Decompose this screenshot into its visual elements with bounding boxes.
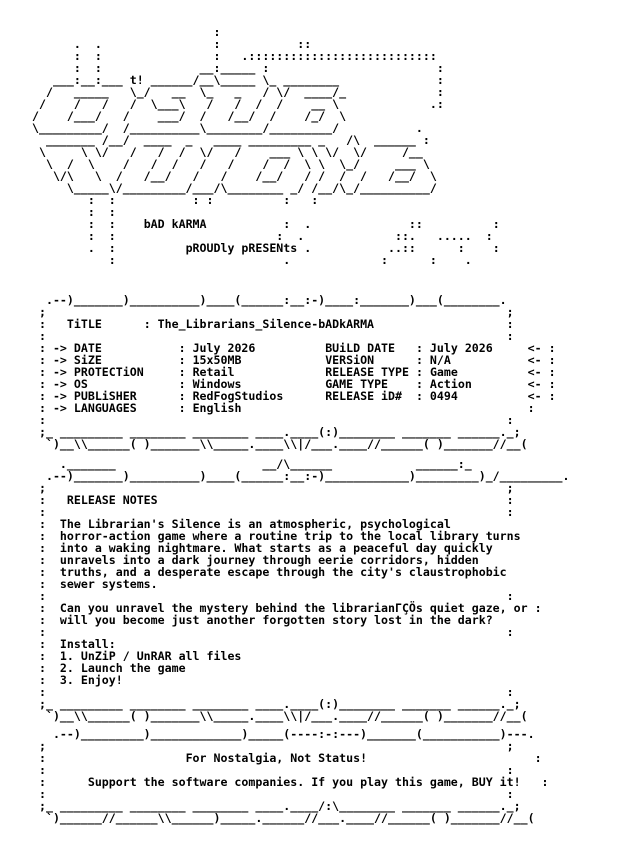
info-value: Retail (192, 365, 235, 379)
notes-line: unravels into a dark journey through eerie corridors, hidden (59, 553, 479, 567)
notes-line: The Librarian's Silence is an atmospheric, psychological (59, 517, 451, 531)
info-value: 0494 (429, 389, 458, 403)
info-label: LANGUAGES (73, 401, 137, 415)
install-step: 3. Enjoy! (59, 673, 123, 687)
info-value: RedFogStudios (192, 389, 284, 403)
notes-line: will you become just another forgotten story lost in the dark? (59, 613, 493, 627)
notes-line: horror-action game where a routine trip to the local library turns (59, 529, 521, 543)
info-value: English (192, 401, 242, 415)
info-label: DATE (73, 341, 102, 355)
info-value: 15x50MB (192, 353, 242, 367)
info-label: RELEASE iD# (325, 389, 402, 403)
info-value: N/A (429, 353, 451, 367)
footer-support: Support the software companies. If you play this game, BUY it! (87, 775, 521, 789)
footer-box: .--)_________)_____________)_____(----:-:---)_______(___________)---. ; ; : For Nostalgia, Not Status! : : : : Support the software companies. If you play this game, BUY it! : : : ;_ _________ ________ ________ ____.____/:\________ _______ ______._; `)______//______\\______)_____.______//___.____//______( )_______//__( (32, 727, 549, 825)
release-info-box: .--)_______)__________)____(______:__:-)____:_______)___(________. ; ; : TiTLE : The_Librarians_Silence-bADkARMA : : : : -> DATE : July 2026 BUiLD DATE : July 2026 <- : : -> SiZE : 15x50MB VERSiON : N/A <- : : -> PROTECTiON : Retail RELEASE TYPE : Game <- : : -> OS : Windows GAME TYPE : Action <- : : -> PUBLiSHER : RedFogStudios RELEASE iD# : 0494 <- : : -> LANGUAGES : English : : : ;_ _________ ________ ________ ____.____(:)________ _______ ______._; `)__\\______( )_______\\_____.____\\|/___.____//______( )_______//__( (32, 293, 556, 451)
info-label: RELEASE TYPE (325, 365, 409, 379)
info-label: PUBLiSHER (73, 389, 137, 403)
install-step: 1. UnZiP / UnRAR all files (59, 649, 242, 663)
info-label: SiZE (73, 353, 102, 367)
info-label: VERSiON (325, 353, 375, 367)
ascii-logo: : . . : :: : : : .::::::::::::::::::::::::::: : : __:_____ : : ___:__:___ t! ______/__\_____ \_ ________ : / _____ \_/ __ \_ _ / \/ ____/_ : / / / / \___\ / / / / __ \ .: / /___/ / ___/ / /__/ / /_/ \ \_________/ /__________\________/_________/ . _______ /__/ ____ _ ____ _________ _ /\ ______ : \ \ \/ / / / \/ / ___ \ \ \/ \/ /__ \ / \ / / / / / / / \ \ \_/ ___ \ \/\ \ / /__/ / / /__/ / / / / /__/ \ \_____\/_________/___/\________ _/ /__/\_/__________/ : : : : : : : : : : bAD kARMA : . :: : : : : . ::. ..... : . : pROUDly pRESENts . ..:: : : : . : : . (32, 25, 500, 267)
info-label: PROTECTiON (73, 365, 144, 379)
info-value: July 2026 (192, 341, 256, 355)
release-notes-box: ._______ __/\______ ______:_ .--)_______)__________)____(______:__:-)____________)_________)_/_________. ; ; : RELEASE NOTES : : : : The Librarian's Silence is an atmospheric, psychological : horror-action game where a routine trip to the local library turns : into a waking nightmare. What starts as a peaceful day quickly : unravels into a dark journey through eerie corridors, hidden : truths, and a desperate escape through the city's claustrophobic : sewer systems. : : : Can you unravel the mystery behind the librarianΓÇÖs quiet gaze, or : : will you become just another forgotten story lost in the dark? : : : Install: : 1. UnZiP / UnRAR all files : 2. Launch the game : 3. Enjoy! : : ;_ _________ ________ ________ ____.____(:)________ _______ ______._; `)__\\______( )_______\\_____.____\\|/___.____//______( )_______//__( (32, 457, 570, 723)
notes-line: truths, and a desperate escape through the city's claustrophobic (59, 565, 507, 579)
info-label: GAME TYPE (325, 377, 389, 391)
notes-line: into a waking nightmare. What starts as a peaceful day quickly (59, 541, 493, 555)
notes-heading: RELEASE NOTES (66, 493, 158, 507)
info-value: Action (429, 377, 472, 391)
install-heading: Install: (59, 637, 116, 651)
notes-line: sewer systems. (59, 577, 158, 591)
title-value: The_Librarians_Silence-bADkARMA (157, 317, 375, 331)
info-label: OS (73, 377, 88, 391)
info-value: Windows (192, 377, 242, 391)
group-name: bAD kARMA (143, 217, 207, 231)
footer-motto: For Nostalgia, Not Status! (185, 751, 368, 765)
group-presents: pROUDly pRESENts (185, 241, 298, 255)
notes-line: Can you unravel the mystery behind the librarianΓÇÖs quiet gaze, or (59, 601, 528, 615)
info-value: Game (429, 365, 458, 379)
info-label: BUiLD DATE (325, 341, 396, 355)
install-step: 2. Launch the game (59, 661, 186, 675)
title-label: TiTLE (66, 317, 102, 331)
info-value: July 2026 (429, 341, 493, 355)
